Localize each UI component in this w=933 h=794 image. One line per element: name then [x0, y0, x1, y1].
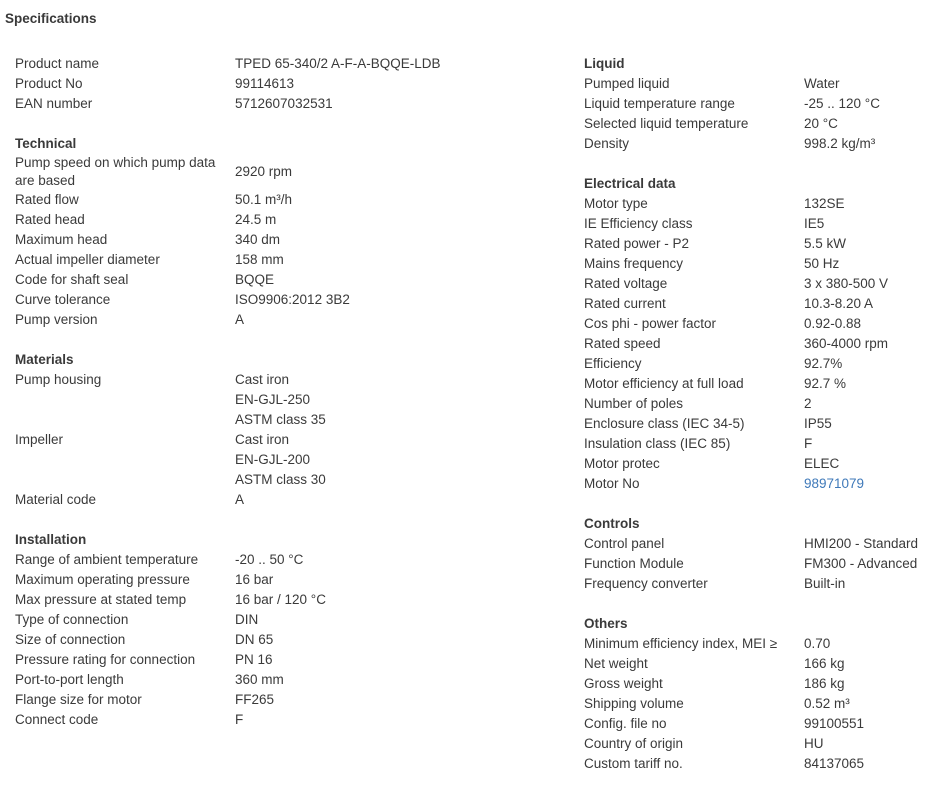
spec-label: Mains frequency: [584, 256, 684, 271]
spec-row-mains-frequency: [584, 254, 929, 274]
spec-row-ie-efficiency-class: [584, 214, 929, 234]
section-others: [584, 614, 929, 774]
spec-label: Gross weight: [584, 676, 663, 691]
spec-label: Motor efficiency at full load: [584, 376, 744, 391]
spec-value: 50.1 m³/h: [235, 192, 293, 207]
spec-label: Max pressure at stated temp: [15, 592, 187, 607]
spec-values: [804, 274, 929, 294]
spec-row-number-of-poles: [584, 394, 929, 414]
spec-row-country-of-origin: [584, 734, 929, 754]
spec-label: Rated flow: [15, 192, 79, 207]
spec-value: FF265: [235, 692, 275, 707]
spec-row-pressure-rating-for-connection: [15, 650, 575, 670]
spec-row-connect-code: [15, 710, 575, 730]
spec-row-motor-protec: [584, 454, 929, 474]
spec-label: Range of ambient temperature: [15, 552, 199, 567]
spec-value: 0.70: [804, 636, 831, 651]
spec-row-type-of-connection: [15, 610, 575, 630]
spec-row-max-pressure-at-stated-temp: [15, 590, 575, 610]
spec-row-code-for-shaft-seal: [15, 270, 575, 290]
spec-value: Cast iron: [235, 432, 290, 447]
spec-value: 24.5 m: [235, 212, 277, 227]
spec-row-pump-speed-on-which-pump-data-are-based: [15, 154, 575, 190]
spec-label: Number of poles: [584, 396, 684, 411]
spec-row-shipping-volume: [584, 694, 929, 714]
spec-label: Actual impeller diameter: [15, 252, 160, 267]
spec-value: EN-GJL-200: [235, 452, 311, 467]
spec-row-rated-current: [584, 294, 929, 314]
spec-label: Rated speed: [584, 336, 661, 351]
spec-label: Cos phi - power factor: [584, 316, 717, 331]
spec-row-flange-size-for-motor: [15, 690, 575, 710]
spec-values: [804, 714, 929, 734]
spec-value: 360-4000 rpm: [804, 336, 889, 351]
spec-values: [804, 354, 929, 374]
spec-values: [804, 374, 929, 394]
spec-row-insulation-class-iec-85: [584, 434, 929, 454]
spec-value: 16 bar: [235, 572, 274, 587]
page-title: Specifications: [5, 11, 97, 26]
spec-row-motor-type: [584, 194, 929, 214]
spec-values: [804, 94, 929, 114]
spec-row-rated-speed: [584, 334, 929, 354]
spec-values: [804, 694, 929, 714]
spec-value: 132SE: [804, 196, 845, 211]
spec-row-rated-voltage: [584, 274, 929, 294]
spec-value: 360 mm: [235, 672, 284, 687]
spec-label: Size of connection: [15, 632, 126, 647]
spec-value: 20 °C: [804, 116, 838, 131]
spec-row-function-module: [584, 554, 929, 574]
spec-values: [804, 674, 929, 694]
spec-values: [804, 254, 929, 274]
spec-value: A: [235, 312, 245, 327]
spec-values: [235, 710, 575, 730]
spec-values: [804, 554, 929, 574]
spec-values: [804, 234, 929, 254]
spec-label: Custom tariff no.: [584, 756, 683, 771]
spec-value: 50 Hz: [804, 256, 840, 271]
spec-label: Density: [584, 136, 630, 151]
spec-values: [235, 370, 575, 430]
spec-value: PN 16: [235, 652, 273, 667]
spec-row-control-panel: [584, 534, 929, 554]
section-title: Installation: [15, 532, 87, 547]
section-product: [15, 54, 575, 114]
spec-label: Efficiency: [584, 356, 642, 371]
spec-row-curve-tolerance: [15, 290, 575, 310]
spec-value: 16 bar / 120 °C: [235, 592, 326, 607]
spec-row-rated-power-p2: [584, 234, 929, 254]
spec-label: Motor No: [584, 476, 640, 491]
spec-values: [235, 270, 575, 290]
spec-value: ASTM class 35: [235, 412, 326, 427]
spec-label: Connect code: [15, 712, 99, 727]
spec-row-config-file-no: [584, 714, 929, 734]
spec-values: [235, 630, 575, 650]
section-installation: [15, 530, 575, 730]
spec-value: 5712607032531: [235, 96, 333, 111]
spec-values: [235, 550, 575, 570]
spec-values: [235, 430, 575, 490]
spec-label: Pumped liquid: [584, 76, 670, 91]
spec-value: 998.2 kg/m³: [804, 136, 876, 151]
spec-row-rated-head: [15, 210, 575, 230]
spec-values: [235, 94, 575, 114]
spec-value: FM300 - Advanced: [804, 556, 918, 571]
spec-label: EAN number: [15, 96, 93, 111]
spec-value: 0.92-0.88: [804, 316, 862, 331]
spec-row-rated-flow: [15, 190, 575, 210]
spec-values: [235, 310, 575, 330]
spec-values: [804, 294, 929, 314]
spec-row-size-of-connection: [15, 630, 575, 650]
spec-value: 2920 rpm: [235, 164, 293, 179]
spec-label: Net weight: [584, 656, 648, 671]
spec-value: TPED 65-340/2 A-F-A-BQQE-LDB: [235, 56, 441, 71]
right-column: [584, 54, 929, 794]
spec-values: [804, 394, 929, 414]
spec-values: [235, 74, 575, 94]
spec-label: Port-to-port length: [15, 672, 124, 687]
spec-values: [804, 194, 929, 214]
spec-value: [804, 474, 929, 494]
spec-label: Motor type: [584, 196, 648, 211]
spec-value: HU: [804, 736, 824, 751]
spec-row-frequency-converter: [584, 574, 929, 594]
spec-row-pump-version: [15, 310, 575, 330]
section-technical: [15, 134, 575, 330]
spec-value: 0.52 m³: [804, 696, 850, 711]
section-title: Materials: [15, 352, 74, 367]
section-title: Liquid: [584, 56, 625, 71]
section-materials: [15, 350, 575, 510]
spec-values: [235, 230, 575, 250]
spec-row-enclosure-class-iec-34-5: [584, 414, 929, 434]
spec-value: F: [804, 436, 813, 451]
spec-row-port-to-port-length: [15, 670, 575, 690]
spec-values: [235, 54, 575, 74]
spec-row-ean-number: [15, 94, 575, 114]
section-title: Controls: [584, 516, 640, 531]
spec-value: Water: [804, 76, 840, 91]
left-column: [15, 54, 575, 750]
spec-values: [235, 490, 575, 510]
spec-row-actual-impeller-diameter: [15, 250, 575, 270]
spec-values: [804, 634, 929, 654]
spec-values: [804, 334, 929, 354]
spec-row-density: [584, 134, 929, 154]
spec-label: Rated voltage: [584, 276, 668, 291]
spec-values: [235, 690, 575, 710]
section-title: Others: [584, 616, 628, 631]
spec-values: [235, 290, 575, 310]
spec-value: 99114613: [235, 76, 295, 91]
spec-value: DN 65: [235, 632, 274, 647]
spec-value: 186 kg: [804, 676, 845, 691]
spec-row-impeller: [15, 430, 575, 490]
spec-values: [235, 650, 575, 670]
spec-values: [804, 754, 929, 774]
spec-label: Product No: [15, 76, 83, 91]
spec-label: Liquid temperature range: [584, 96, 735, 111]
spec-row-maximum-operating-pressure: [15, 570, 575, 590]
spec-value: -25 .. 120 °C: [804, 96, 880, 111]
spec-label: Rated power - P2: [584, 236, 690, 251]
spec-row-motor-efficiency-at-full-load: [584, 374, 929, 394]
spec-value: DIN: [235, 612, 259, 627]
spec-value: 2: [804, 396, 812, 411]
spec-value: ISO9906:2012 3B2: [235, 292, 350, 307]
spec-values: [235, 590, 575, 610]
spec-value: ELEC: [804, 456, 840, 471]
spec-value: ASTM class 30: [235, 472, 326, 487]
spec-label: Insulation class (IEC 85): [584, 436, 731, 451]
spec-value: 10.3-8.20 A: [804, 296, 874, 311]
spec-label: Minimum efficiency index, MEI ≥: [584, 636, 778, 651]
section-title: Electrical data: [584, 176, 676, 191]
spec-row-pump-housing: [15, 370, 575, 430]
spec-label: Curve tolerance: [15, 292, 111, 307]
spec-row-material-code: [15, 490, 575, 510]
spec-row-product-no: [15, 74, 575, 94]
spec-label: Flange size for motor: [15, 692, 142, 707]
spec-values: [804, 134, 929, 154]
spec-label: Maximum operating pressure: [15, 572, 190, 587]
spec-value: 5.5 kW: [804, 236, 847, 251]
spec-values: [235, 250, 575, 270]
spec-value: A: [235, 492, 245, 507]
spec-label: Motor protec: [584, 456, 660, 471]
spec-values: [235, 190, 575, 210]
spec-values: [804, 454, 929, 474]
spec-value: Cast iron: [235, 372, 290, 387]
spec-values: [235, 570, 575, 590]
spec-value: 84137065: [804, 756, 865, 771]
spec-value: 3 x 380-500 V: [804, 276, 889, 291]
spec-values: [804, 574, 929, 594]
spec-label: Material code: [15, 492, 97, 507]
spec-value: -20 .. 50 °C: [235, 552, 304, 567]
spec-values: [804, 74, 929, 94]
spec-row-custom-tariff-no: [584, 754, 929, 774]
spec-label: Pressure rating for connection: [15, 652, 196, 667]
spec-label: IE Efficiency class: [584, 216, 693, 231]
spec-row-product-name: [15, 54, 575, 74]
spec-label: Selected liquid temperature: [584, 116, 749, 131]
spec-values: [804, 214, 929, 234]
spec-label: Enclosure class (IEC 34-5): [584, 416, 745, 431]
spec-value: IE5: [804, 216, 825, 231]
section-electrical-data: [584, 174, 929, 494]
spec-label: Rated current: [584, 296, 666, 311]
spec-row-motor-no: [584, 474, 929, 494]
spec-values: [235, 670, 575, 690]
spec-values: [804, 534, 929, 554]
motor-no-link[interactable]: 98971079: [804, 476, 865, 491]
spec-value: 92.7%: [804, 356, 843, 371]
spec-row-maximum-head: [15, 230, 575, 250]
spec-label: Product name: [15, 56, 100, 71]
spec-row-minimum-efficiency-index-mei: [584, 634, 929, 654]
section-liquid: [584, 54, 929, 154]
spec-label: Pump housing: [15, 372, 102, 387]
spec-label: Rated head: [15, 212, 85, 227]
spec-value: IP55: [804, 416, 832, 431]
spec-values: [804, 414, 929, 434]
spec-label: Maximum head: [15, 232, 108, 247]
spec-values: [804, 474, 929, 494]
spec-label: Code for shaft seal: [15, 272, 129, 287]
spec-label: Config. file no: [584, 716, 667, 731]
spec-label: Impeller: [15, 432, 64, 447]
spec-values: [804, 114, 929, 134]
spec-values: [235, 154, 575, 190]
spec-values: [804, 734, 929, 754]
spec-value: F: [235, 712, 244, 727]
spec-values: [235, 210, 575, 230]
spec-value: EN-GJL-250: [235, 392, 311, 407]
spec-label: Pump version: [15, 312, 98, 327]
spec-row-cos-phi-power-factor: [584, 314, 929, 334]
spec-value: HMI200 - Standard: [804, 536, 919, 551]
spec-label: Pump speed on which pump data are based: [15, 155, 216, 188]
spec-label: Frequency converter: [584, 576, 708, 591]
spec-values: [804, 434, 929, 454]
spec-value: 340 dm: [235, 232, 281, 247]
section-title: Technical: [15, 136, 77, 151]
spec-value: 158 mm: [235, 252, 284, 267]
spec-row-pumped-liquid: [584, 74, 929, 94]
spec-value: 166 kg: [804, 656, 845, 671]
spec-row-efficiency: [584, 354, 929, 374]
spec-label: Function Module: [584, 556, 684, 571]
spec-label: Shipping volume: [584, 696, 684, 711]
spec-row-liquid-temperature-range: [584, 94, 929, 114]
spec-value: 92.7 %: [804, 376, 847, 391]
spec-row-net-weight: [584, 654, 929, 674]
spec-label: Country of origin: [584, 736, 684, 751]
spec-label: Type of connection: [15, 612, 129, 627]
spec-values: [804, 314, 929, 334]
spec-row-range-of-ambient-temperature: [15, 550, 575, 570]
spec-label: Control panel: [584, 536, 665, 551]
spec-values: [804, 654, 929, 674]
spec-row-selected-liquid-temperature: [584, 114, 929, 134]
spec-value: BQQE: [235, 272, 275, 287]
spec-value: Built-in: [804, 576, 846, 591]
spec-row-gross-weight: [584, 674, 929, 694]
spec-values: [235, 610, 575, 630]
section-controls: [584, 514, 929, 594]
spec-value: 99100551: [804, 716, 865, 731]
